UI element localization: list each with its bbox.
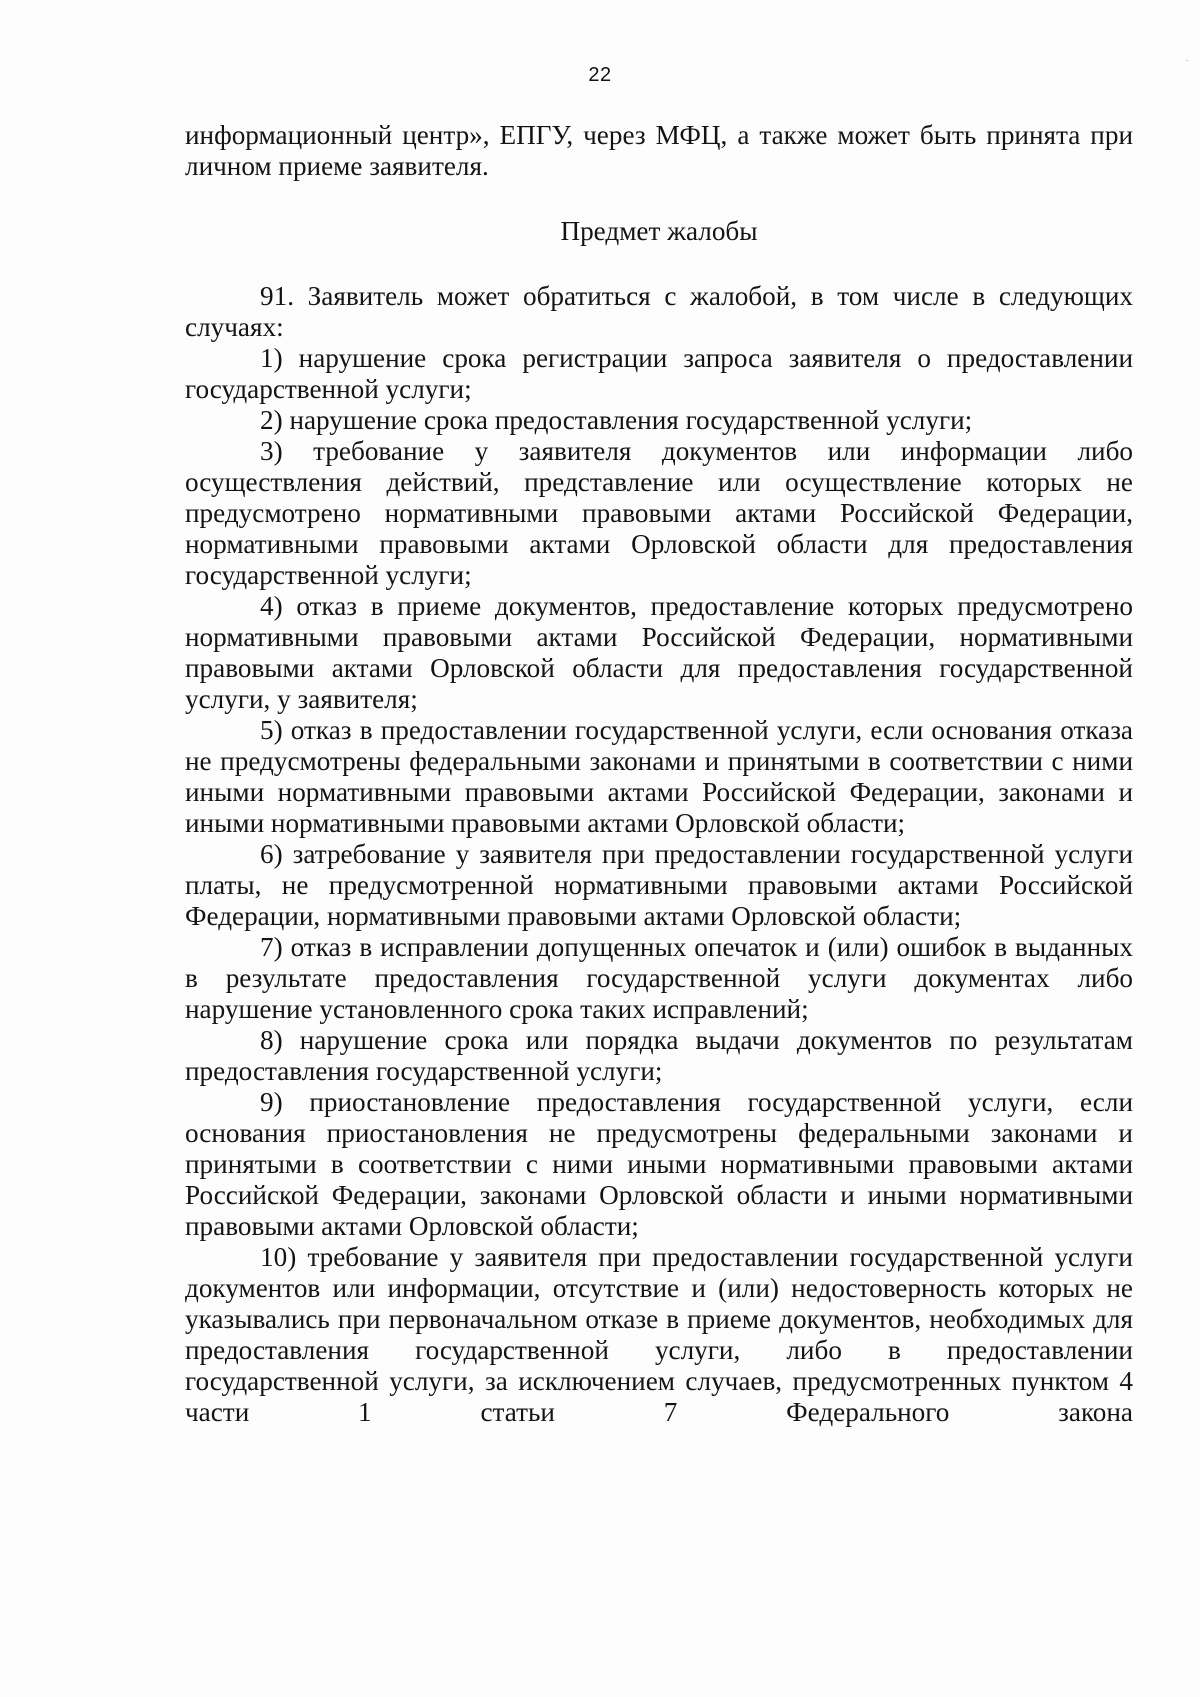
- list-item-10: 10) требование у заявителя при предоставлении государственной услуги документов или информации, отсутствие и (или) недостоверность которых не указывались при первоначальном отказе в приеме документов, необходимых для предоставления государственной услуги, либо в предоставлении государственной услуги, за исключением случаев, предусмотренных пунктом 4 части 1 статьи 7 Федерального закона: [185, 1242, 1133, 1427]
- scan-artifact: [1186, 60, 1188, 61]
- list-item-3: 3) требование у заявителя документов или информации либо осуществления действий, представление или осуществление которых не предусмотрено нормативными правовыми актами Российской Федерации, нормативными правовыми актами Орловской области для предоставления государственной услуги;: [185, 436, 1133, 590]
- list-item-9: 9) приостановление предоставления государственной услуги, если основания приостановления не предусмотрены федеральными законами и принятыми в соответствии с ними иными нормативными правовыми актами Российской Федерации, законами Орловской области и иными нормативными правовыми актами Орловской области;: [185, 1087, 1133, 1241]
- list-item-6: 6) затребование у заявителя при предоставлении государственной услуги платы, не предусмотренной нормативными правовыми актами Российской Федерации, нормативными правовыми актами Орловской области;: [185, 839, 1133, 931]
- list-item-4: 4) отказ в приеме документов, предоставление которых предусмотрено нормативными правовыми актами Российской Федерации, нормативными правовыми актами Орловской области для предоставления государственной услуги, у заявителя;: [185, 591, 1133, 714]
- document-body: [185, 120, 1133, 1428]
- list-item-1: 1) нарушение срока регистрации запроса заявителя о предоставлении государственной услуги;: [185, 343, 1133, 404]
- clause-91-intro: 91. Заявитель может обратиться с жалобой, в том числе в следующих случаях:: [185, 281, 1133, 342]
- list-item-7: 7) отказ в исправлении допущенных опечаток и (или) ошибок в выданных в результате предоставления государственной услуги документах либо нарушение установленного срока таких исправлений;: [185, 932, 1133, 1024]
- section-heading: Предмет жалобы: [560, 216, 758, 246]
- intro-paragraph: информационный центр», ЕПГУ, через МФЦ, а также может быть принята при личном приеме заявителя.: [185, 120, 1133, 181]
- list-item-8: 8) нарушение срока или порядка выдачи документов по результатам предоставления государственной услуги;: [185, 1025, 1133, 1086]
- list-item-5: 5) отказ в предоставлении государственной услуги, если основания отказа не предусмотрены федеральными законами и принятыми в соответствии с ними иными нормативными правовыми актами Российской Федерации, законами и иными нормативными правовыми актами Орловской области;: [185, 715, 1133, 838]
- list-item-2: 2) нарушение срока предоставления государственной услуги;: [260, 405, 973, 435]
- page-number: 22: [588, 64, 612, 86]
